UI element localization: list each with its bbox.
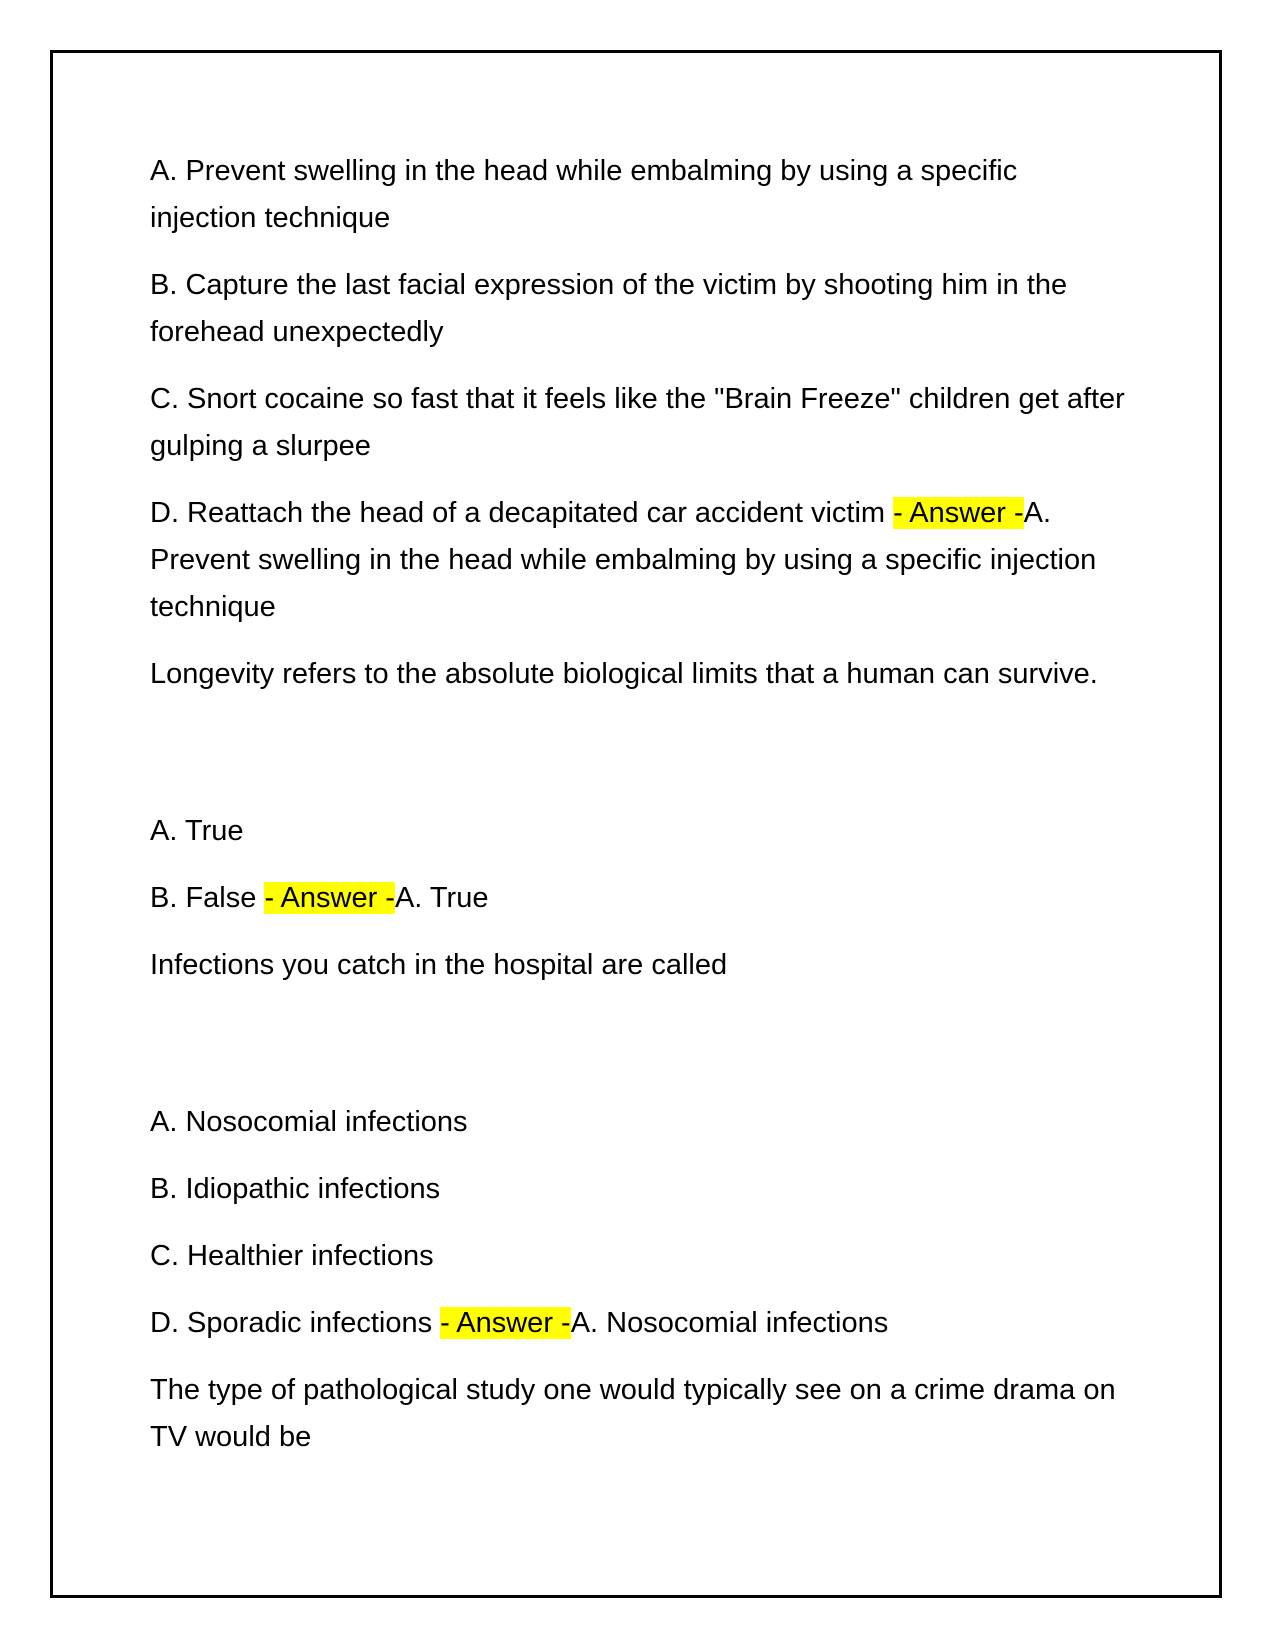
q3-option-d: D. Sporadic infections [150, 1307, 441, 1339]
q1-option-b: B. Capture the last facial expression of the victim by shooting him in the forehead unexpectedly [150, 269, 1068, 348]
q2-answer-marker: - Answer - [264, 882, 395, 914]
q2-option-b: B. False [150, 882, 265, 914]
spacer [150, 1009, 1130, 1099]
q2-option-a: A. True [150, 815, 244, 847]
q1-option-d: D. Reattach the head of a decapitated car accident victim [150, 497, 894, 529]
q3-option-c: C. Healthier infections [150, 1240, 434, 1272]
spacer [150, 718, 1130, 808]
q1-option-d-with-answer [150, 490, 1130, 631]
q4-question: The type of pathological study one would typically see on a crime drama on TV would be [150, 1374, 1116, 1453]
q1-option-c: C. Snort cocaine so fast that it feels like the "Brain Freeze" children get after gulping a slurpee [150, 383, 1125, 462]
q3-question: Infections you catch in the hospital are called [150, 949, 728, 981]
q2-question: Longevity refers to the absolute biological limits that a human can survive. [150, 658, 1098, 690]
q3-option-a: A. Nosocomial infections [150, 1106, 468, 1138]
q1-answer: A. Prevent swelling in the head while embalming by using a specific injection technique [150, 497, 1097, 623]
q3-option-b: B. Idiopathic infections [150, 1173, 441, 1205]
q1-answer-marker: - Answer - [893, 497, 1024, 529]
q3-answer: A. Nosocomial infections [570, 1307, 889, 1339]
q3-answer-marker: - Answer - [440, 1307, 571, 1339]
q3-option-d-with-answer [150, 1300, 1130, 1347]
q2-answer: A. True [394, 882, 489, 914]
q2-option-b-with-answer [150, 875, 1130, 922]
document-body [150, 148, 1130, 1481]
q1-option-a: A. Prevent swelling in the head while embalming by using a specific injection technique [150, 155, 1018, 234]
